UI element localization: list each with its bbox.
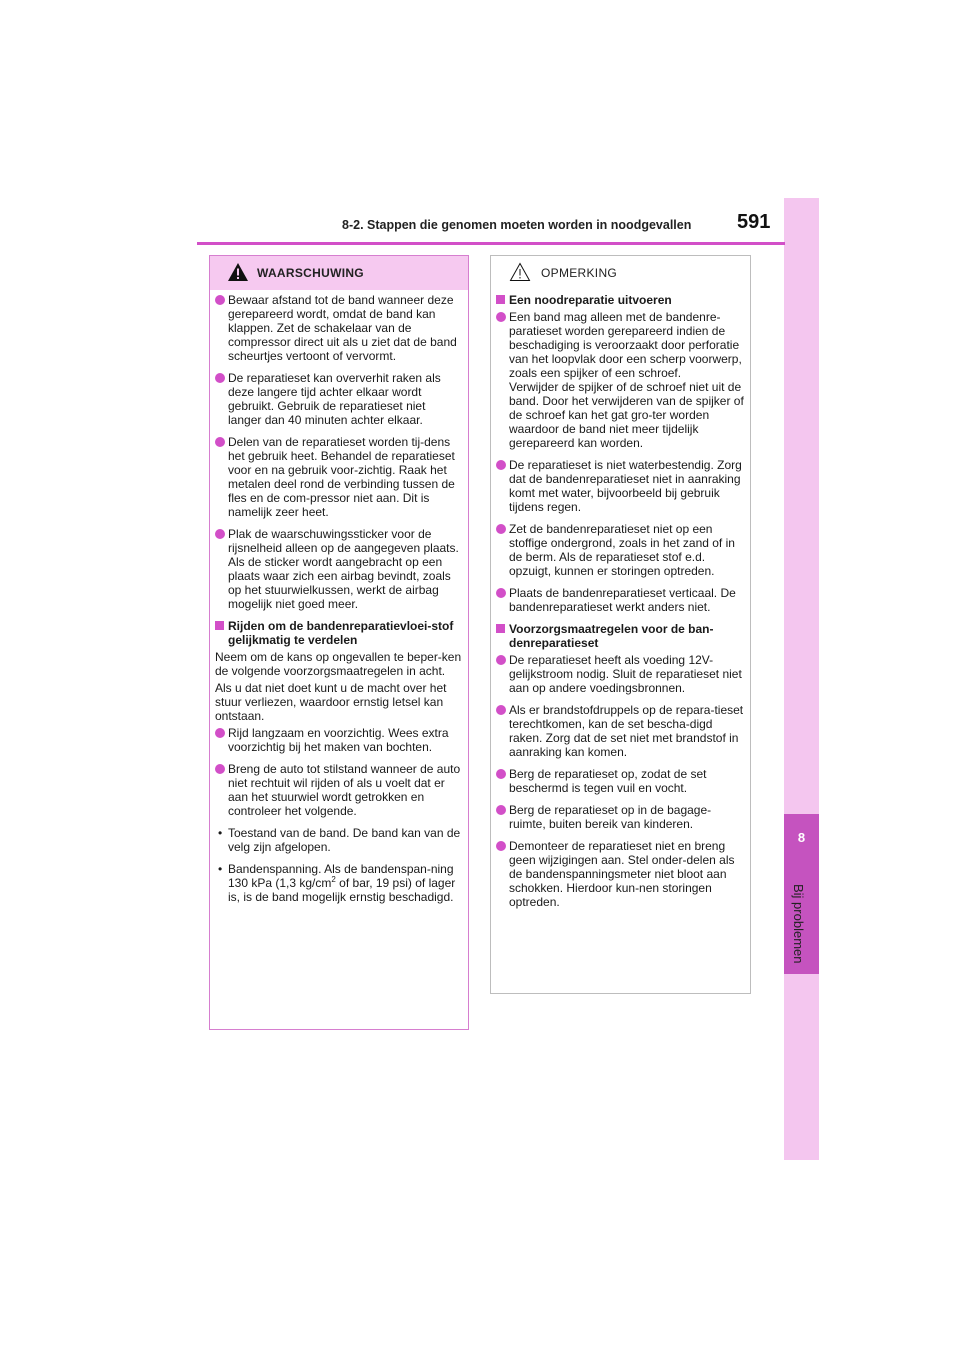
- list-item: Zet de bandenreparatieset niet op een stoffige ondergrond, zoals in het zand of in de berm. Als de reparatieset stof e.d. opzuigt, kunnen er storingen optreden.: [496, 522, 744, 578]
- notice-title: OPMERKING: [541, 266, 618, 280]
- list-item: Berg de reparatieset op, zodat de set beschermd is tegen vuil en vocht.: [496, 767, 744, 795]
- section-title: 8-2. Stappen die genomen moeten worden in noodgevallen: [342, 218, 692, 232]
- square-bullet-icon: [496, 624, 505, 633]
- bullet-icon: [215, 764, 225, 774]
- list-item: Demonteer de reparatieset niet en breng geen wijzigingen aan. Stel onder-delen als de bandenspanningsmeter niet bloot aan schokken. Hierdoor kun-nen storingen optreden.: [496, 839, 744, 909]
- list-item: De reparatieset kan oververhit raken als deze langere tijd achter elkaar wordt gebruikt. Gebruik de reparatieset niet langer dan 40 minuten achter elkaar.: [215, 371, 462, 427]
- notice-triangle-icon: [509, 262, 531, 282]
- notice-subheading: Een noodreparatie uitvoeren: [496, 293, 744, 307]
- notice-content: [496, 293, 744, 917]
- list-item: De reparatieset is niet waterbestendig. Zorg dat de bandenreparatieset niet in aanraking komt met water, bijvoorbeeld bij gebruik tijdens regen.: [496, 458, 744, 514]
- warning-box: [209, 255, 469, 1030]
- list-item: Berg de reparatieset op in de bagage-ruimte, buiten bereik van kinderen.: [496, 803, 744, 831]
- square-bullet-icon: [215, 621, 224, 630]
- list-item: Een band mag alleen met de bandenre-paratieset worden gerepareerd indien de beschadiging is veroorzaakt door perforatie van het loopvlak door een scherp voorwerp, zoals een spijker of een schroef. Verwijder de spijker of de schroef niet uit de band. Door het verwijderen van de spijker of de schroef kan het gat gro-ter worden waardoor de band niet meer tijdelijk gerepareerd kan worden.: [496, 310, 744, 450]
- page-number: 591: [737, 211, 771, 233]
- warning-triangle-icon: [227, 262, 249, 282]
- warning-content: [215, 293, 462, 912]
- list-item: Plaats de bandenreparatieset verticaal. De bandenreparatieset werkt anders niet.: [496, 586, 744, 614]
- list-item: Rijd langzaam en voorzichtig. Wees extra voorzichtig bij het maken van bochten.: [215, 726, 462, 754]
- bullet-icon: [496, 841, 506, 851]
- header-rule: [197, 242, 785, 245]
- bullet-icon: [496, 655, 506, 665]
- bullet-icon: [215, 295, 225, 305]
- bullet-icon: [215, 373, 225, 383]
- chapter-side-tab: [784, 198, 819, 1160]
- bullet-icon: [215, 437, 225, 447]
- bullet-icon: [496, 588, 506, 598]
- paragraph: Neem om de kans op ongevallen te beper-ken de volgende voorzorgsmaatregelen in acht.: [215, 650, 462, 678]
- chapter-label: Bij problemen: [791, 884, 806, 964]
- dot-list-item: • Toestand van de band. De band kan van de velg zijn afgelopen.: [218, 826, 461, 854]
- bullet-icon: [496, 805, 506, 815]
- bullet-icon: [496, 460, 506, 470]
- warning-subheading: Rijden om de bandenreparatievloei-stof gelijkmatig te verdelen: [215, 619, 462, 647]
- list-item: Als er brandstofdruppels op de repara-tieset terechtkomen, kan de set bescha-digd raken. Zorg dat de set niet met brandstof in aanraking kan komen.: [496, 703, 744, 759]
- list-item: Delen van de reparatieset worden tij-dens het gebruik heet. Behandel de reparatieset voor en na gebruik voor-zichtig. Raak het metalen deel rond de verbinding tussen de fles en de com-pressor niet aan. Dit is namelijk zeer heet.: [215, 435, 462, 519]
- dot-list-item: • Bandenspanning. Als de bandenspan-ning 130 kPa (1,3 $kg/cm^2$ of bar, 19 psi) of lager is, is de band mogelijk ernstig beschadigd.: [218, 862, 456, 904]
- bullet-icon: [215, 728, 225, 738]
- list-item: Plak de waarschuwingssticker voor de rijsnelheid alleen op de aangegeven plaats. Als de sticker wordt aangebracht op een plaats waar zich een airbag bevindt, zoals op het stuurwielkussen, werkt de airbag mogelijk niet goed meer.: [215, 527, 462, 611]
- bullet-icon: [496, 769, 506, 779]
- list-item: De reparatieset heeft als voeding 12V-gelijkstroom nodig. Sluit de reparatieset niet aan op andere voedingsbronnen.: [496, 653, 744, 695]
- list-item: Bewaar afstand tot de band wanneer deze gerepareerd wordt, omdat de band kan klappen. Zet de schakelaar van de compressor direct uit als u ziet dat de band scheurtjes vertoont of vervormt.: [215, 293, 462, 363]
- dot-icon: •: [218, 826, 223, 840]
- notice-subheading: Voorzorgsmaatregelen voor de ban-denreparatieset: [496, 622, 744, 650]
- list-item: Breng de auto tot stilstand wanneer de auto niet rechtuit wil rijden of als u voelt dat er aan het stuurwiel wordt getrokken en controleer het volgende.: [215, 762, 462, 818]
- bullet-icon: [215, 529, 225, 539]
- dot-icon: •: [218, 862, 223, 876]
- paragraph: Als u dat niet doet kunt u de macht over het stuur verliezen, waardoor ernstig letsel kan ontstaan.: [215, 681, 447, 723]
- square-bullet-icon: [496, 295, 505, 304]
- warning-header: [210, 256, 468, 290]
- notice-box: [490, 255, 751, 994]
- notice-header: [491, 256, 750, 290]
- bullet-icon: [496, 312, 506, 322]
- bullet-icon: [496, 705, 506, 715]
- chapter-number: 8: [797, 830, 806, 845]
- warning-title: WAARSCHUWING: [257, 266, 364, 280]
- bullet-icon: [496, 524, 506, 534]
